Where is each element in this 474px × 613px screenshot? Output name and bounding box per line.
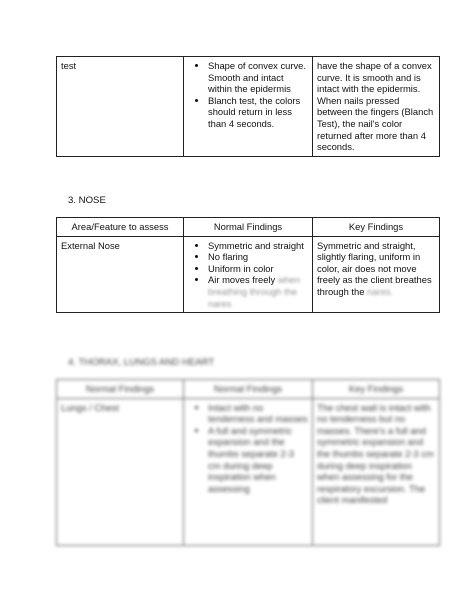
key-findings-cell: The chest wall is intact with no tenderness but no masses. There's a full and symmetric expansion and the thumbs separate 2-3 cm during deep inspiration when assessing for the respiratory excursion. The client manifested xyxy=(313,398,440,545)
normal-findings-cell xyxy=(184,57,313,157)
list-item: • Shape of convex curve. Smooth and intact within the epidermis xyxy=(208,60,308,95)
list-item: • Uniform in color xyxy=(208,263,308,275)
area-cell: Lungs / Chest xyxy=(57,398,184,545)
area-cell: External Nose xyxy=(57,236,184,313)
list-item: • Blanch test, the colors should return in less than 4 seconds. xyxy=(208,95,308,130)
column-header: Normal Findings xyxy=(57,380,184,399)
nose-findings-table xyxy=(56,217,440,313)
table-header-row xyxy=(57,218,440,237)
list-item: • Symmetric and straight xyxy=(208,240,308,252)
list-item: • Air moves freely when breathing through the nares xyxy=(208,274,308,309)
table-row xyxy=(57,236,440,313)
key-findings-cell: Symmetric and straight, slightly flaring, uniform in color, air does not move freely as the client breathes through the nares. xyxy=(313,236,440,313)
normal-findings-list xyxy=(188,240,308,310)
column-header: Key Findings xyxy=(313,380,440,399)
normal-findings-cell xyxy=(184,398,313,545)
thorax-findings-table xyxy=(56,379,440,546)
column-header: Key Findings xyxy=(313,218,440,237)
column-header: Area/Feature to assess xyxy=(57,218,184,237)
normal-findings-list xyxy=(188,402,308,495)
skin-findings-table xyxy=(56,56,440,157)
key-findings-cell: have the shape of a convex curve. It is smooth and is intact with the epidermis. When nails pressed between the fingers (Blanch Test), the nail's color returned after more than 4 seconds. xyxy=(313,57,440,157)
normal-findings-list xyxy=(188,60,308,130)
area-cell: test xyxy=(57,57,184,157)
column-header: Normal Findings xyxy=(184,380,313,399)
normal-findings-cell xyxy=(184,236,313,313)
table-row xyxy=(57,57,440,157)
table-header-row xyxy=(57,380,440,399)
list-item: • No flaring xyxy=(208,251,308,263)
list-item: • A full and symmetric expansion and the thumbs separate 2-3 cm during deep inspiration when assessing xyxy=(208,425,308,495)
section-heading-nose: 3. NOSE xyxy=(68,195,106,206)
section-heading-thorax: 4. THORAX, LUNGS AND HEART xyxy=(68,357,215,368)
table-row xyxy=(57,398,440,545)
column-header: Normal Findings xyxy=(184,218,313,237)
list-item: • Intact with no tenderness and masses xyxy=(208,402,308,425)
